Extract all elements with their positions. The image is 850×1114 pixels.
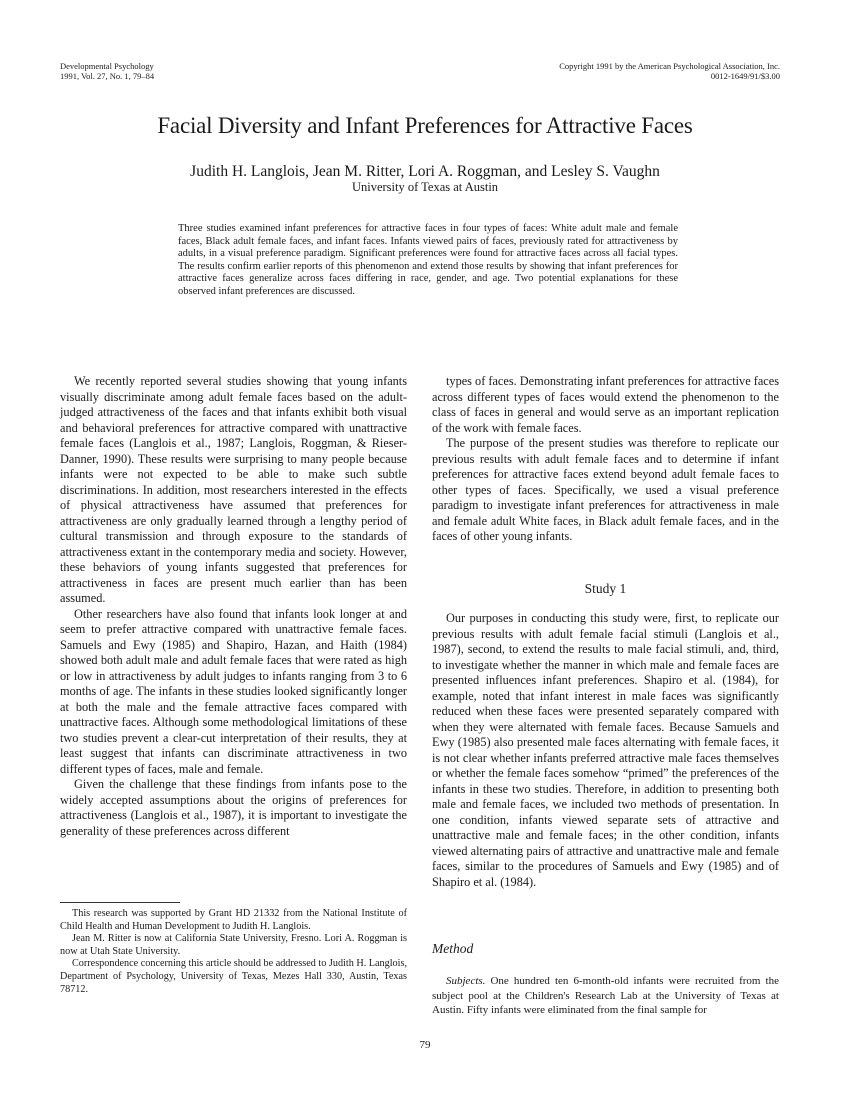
study-1-text [432,611,779,890]
method-text [432,974,779,1018]
journal-header-right [460,62,780,81]
subjects-subheading: Subjects. [446,975,486,987]
body-paragraph: Our purposes in conducting this study were, first, to replicate our previous results with adult female facial stimuli (Langlois et al., 1987), second, to extend the results to male facial stimuli, and, third, to investigate whether the manner in which male and female faces are presented influences infant preferences. Shapiro et al. (1984), for example, noted that infant interest in male faces was significantly reduced when these faces were presented separately compared with when they were alternated with female faces. Because Samuels and Ewy (1985) also presented male faces alternating with female faces, it is not clear whether infants preferred attractive male faces themselves or whether the female faces somehow “primed” the preferences of the infants in these two studies. Therefore, in addition to presenting both male and female faces, we included two methods of presentation. In one condition, infants viewed separate sets of attractive and unattractive male and female faces; in the other condition, infants viewed alternating pairs of attractive and unattractive male and female faces, similar to the procedures of Samuels and Ewy (1985) and of Shapiro et al. (1984). [432,611,779,889]
body-paragraph: Other researchers have also found that infants look longer at and seem to prefer attractive compared with unattractive female faces. Samuels and Ewy (1985) and Shapiro, Hazan, and Haith (1984) showed both adult male and adult female faces that were rated as high or low in attractiveness by adult judges to infants ranging from 3 to 6 months of age. The infants in these studies looked significantly longer at both the male and the female attractive faces compared with unattractive faces. Although some methodological limitations of these two studies prevent a clear-cut interpretation of their results, they at least suggest that infants can discriminate attractiveness in two different types of faces, male and female. [60,606,407,776]
body-paragraph: types of faces. Demonstrating infant preferences for attractive faces across different types of faces would extend the phenomenon to the class of faces in general and would serve as an important replication of the work with female faces. [432,374,779,435]
footnote: Jean M. Ritter is now at California State University, Fresno. Lori A. Roggman is now at Utah State University. [60,933,407,957]
footnotes [60,908,407,996]
journal-header-left [60,62,300,81]
body-column-right [432,374,779,545]
article-title: Facial Diversity and Infant Preferences for Attractive Faces [157,113,693,138]
section-heading-study-1: Study 1 [584,581,627,596]
copyright-notice: Copyright 1991 by the American Psychological Association, Inc. [559,61,780,71]
footnote-divider [60,902,180,903]
issn-code: 0012-1649/91/$3.00 [710,70,780,81]
section-heading-method: Method [432,941,474,956]
subjects-text: One hundred ten 6-month-old infants were recruited from the subject pool at the Children's Research Lab at the University of Texas at Austin. Fifty infants were eliminated from the final sample for [432,975,779,1016]
footnote: This research was supported by Grant HD 21332 from the National Institute of Child Health and Human Development to Judith H. Langlois. [60,908,407,932]
footnote: Correspondence concerning this article should be addressed to Judith H. Langlois, Department of Psychology, University of Texas, Mezes Hall 330, Austin, Texas 78712. [60,958,407,995]
body-paragraph: Given the challenge that these findings from infants pose to the widely accepted assumptions about the origins of preferences for attractiveness (Langlois et al., 1987), it is important to investigate the generality of these preferences across different [60,777,407,838]
body-paragraph: The purpose of the present studies was therefore to replicate our previous results with adult female faces and to determine if infant preferences for attractive faces extend beyond adult female faces to other types of faces. Specifically, we used a visual preference paradigm to investigate infant preferences for attractiveness in male and female adult White faces, in Black adult female faces, and in the faces of other young infants. [432,436,779,543]
journal-name: Developmental Psychology [60,61,154,71]
abstract: Three studies examined infant preferences for attractive faces in four types of faces: White adult male and female faces, Black adult female faces, and infant faces. Infants viewed pairs of faces, previously rated for attractiveness by adults, in a visual preference paradigm. Significant preferences were found for attractive faces across all facial types. The results confirm earlier reports of this phenomenon and extend those results by showing that infant preferences for attractive faces generalize across faces differing in race, gender, and age. Two potential explanations for these observed infant preferences are discussed. [178,223,678,297]
author-list: Judith H. Langlois, Jean M. Ritter, Lori A. Roggman, and Lesley S. Vaughn [190,163,660,180]
author-affiliation: University of Texas at Austin [351,180,499,194]
body-column-left [60,374,407,839]
body-paragraph: We recently reported several studies showing that young infants visually discriminate among adult female faces based on the adult-judged attractiveness of the faces and that infants exhibit both visual and behavioral preferences for attractive compared with unattractive female faces (Langlois et al., 1987; Langlois, Roggman, & Rieser-Danner, 1990). These results were surprising to many people because infants were not expected to be able to make such subtle discriminations. In addition, most researchers interested in the effects of physical attractiveness have assumed that preferences for attractiveness are only gradually learned through a lengthy period of cultural transmission and through exposure to the standards of attractiveness extant in the contemporary media and society. However, these behaviors of young infants suggested that preferences for attractiveness in faces are present much earlier than has been assumed. [60,374,407,605]
body-paragraph [432,974,779,1018]
journal-citation: 1991, Vol. 27, No. 1, 79–84 [60,70,155,81]
page-number: 79 [419,1039,431,1051]
